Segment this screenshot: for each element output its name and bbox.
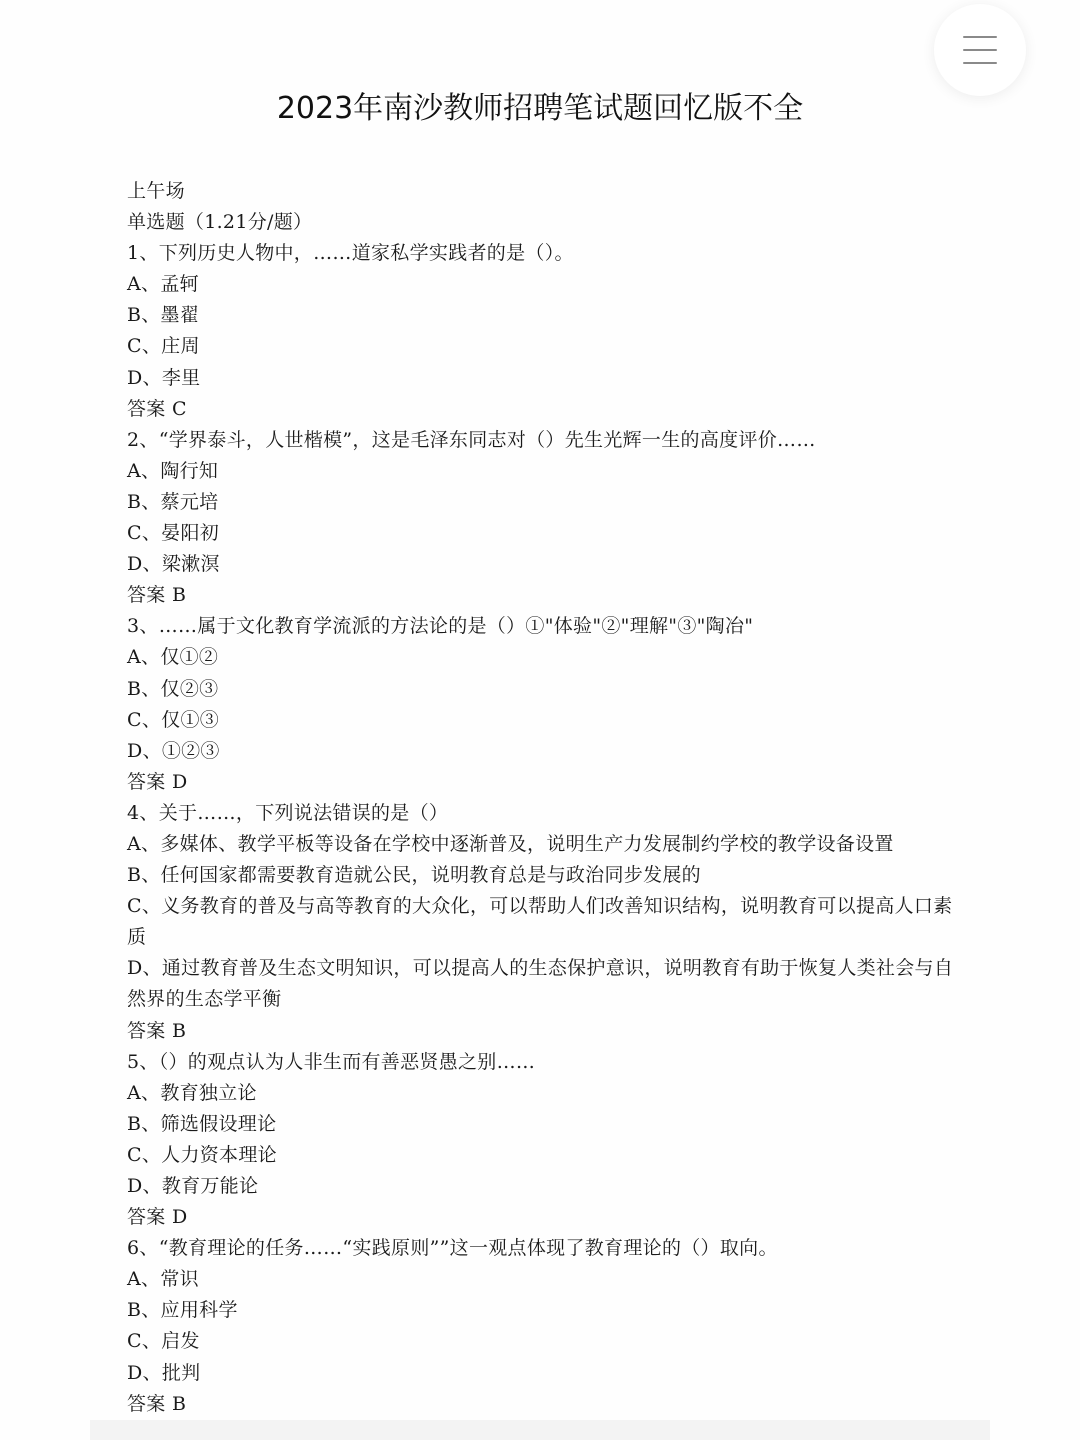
option-d: D、梁漱溟 xyxy=(127,553,220,576)
question-3 xyxy=(127,611,957,798)
question-1 xyxy=(127,238,957,425)
option-c: C、仅①③ xyxy=(127,708,220,731)
option-b: B、仅②③ xyxy=(127,677,219,700)
answer: 答案 B xyxy=(127,1019,187,1042)
question-stem: 5、（）的观点认为人非生而有善恶贤愚之别…… xyxy=(127,1050,536,1073)
document-title: 2023年南沙教师招聘笔试题回忆版不全 xyxy=(276,91,804,126)
question-stem: 4、关于……，下列说法错误的是（） xyxy=(127,801,449,824)
answer: 答案 D xyxy=(127,1206,188,1229)
answer: 答案 C xyxy=(127,397,187,420)
document-body xyxy=(127,176,957,1420)
option-d: D、①②③ xyxy=(127,739,220,762)
option-d: D、通过教育普及生态文明知识，可以提高人的生态保护意识，说明教育有助于恢复人类社会与自然界的生态学平衡 xyxy=(127,957,954,1011)
option-b: B、应用科学 xyxy=(127,1299,238,1322)
question-4 xyxy=(127,798,957,1047)
question-stem: 6、“教育理论的任务……“实践原则””这一观点体现了教育理论的（）取向。 xyxy=(127,1237,778,1260)
session-label: 上午场 xyxy=(127,180,185,202)
question-stem: 3、……属于文化教育学流派的方法论的是（）①"体验"②"理解"③"陶冶" xyxy=(127,615,754,638)
option-d: D、批判 xyxy=(127,1361,201,1384)
question-stem: 1、下列历史人物中，……道家私学实践者的是（）。 xyxy=(127,242,574,265)
question-stem: 2、“学界泰斗，人世楷模”，这是毛泽东同志对（）先生光辉一生的高度评价…… xyxy=(127,428,816,451)
option-a: A、仅①② xyxy=(127,646,219,669)
option-c: C、庄周 xyxy=(127,335,200,358)
answer: 答案 D xyxy=(127,770,188,793)
option-b: B、任何国家都需要教育造就公民，说明教育总是与政治同步发展的 xyxy=(127,864,701,887)
question-2 xyxy=(127,425,957,612)
menu-button[interactable] xyxy=(934,4,1026,96)
option-d: D、教育万能论 xyxy=(127,1175,259,1197)
question-5 xyxy=(127,1047,957,1234)
hamburger-menu-icon xyxy=(963,36,997,64)
section-label: 单选题（1.21分/题） xyxy=(127,211,313,234)
option-c: C、晏阳初 xyxy=(127,522,220,545)
option-a: A、多媒体、教学平板等设备在学校中逐渐普及，说明生产力发展制约学校的教学设备设置 xyxy=(127,832,894,855)
option-a: A、陶行知 xyxy=(127,459,219,482)
option-b: B、墨翟 xyxy=(127,304,200,327)
option-b: B、蔡元培 xyxy=(127,490,219,513)
option-c: C、人力资本理论 xyxy=(127,1143,277,1166)
bottom-edge-bar xyxy=(90,1420,990,1440)
option-c: C、启发 xyxy=(127,1330,200,1353)
option-a: A、教育独立论 xyxy=(127,1081,257,1104)
option-c: C、义务教育的普及与高等教育的大众化，可以帮助人们改善知识结构，说明教育可以提高人口素质 xyxy=(127,895,953,949)
answer: 答案 B xyxy=(127,584,187,607)
option-b: B、筛选假设理论 xyxy=(127,1112,277,1135)
option-a: A、孟轲 xyxy=(127,273,199,296)
question-6 xyxy=(127,1233,957,1420)
answer: 答案 B xyxy=(127,1392,187,1415)
option-a: A、常识 xyxy=(127,1268,199,1291)
option-d: D、李里 xyxy=(127,366,201,389)
